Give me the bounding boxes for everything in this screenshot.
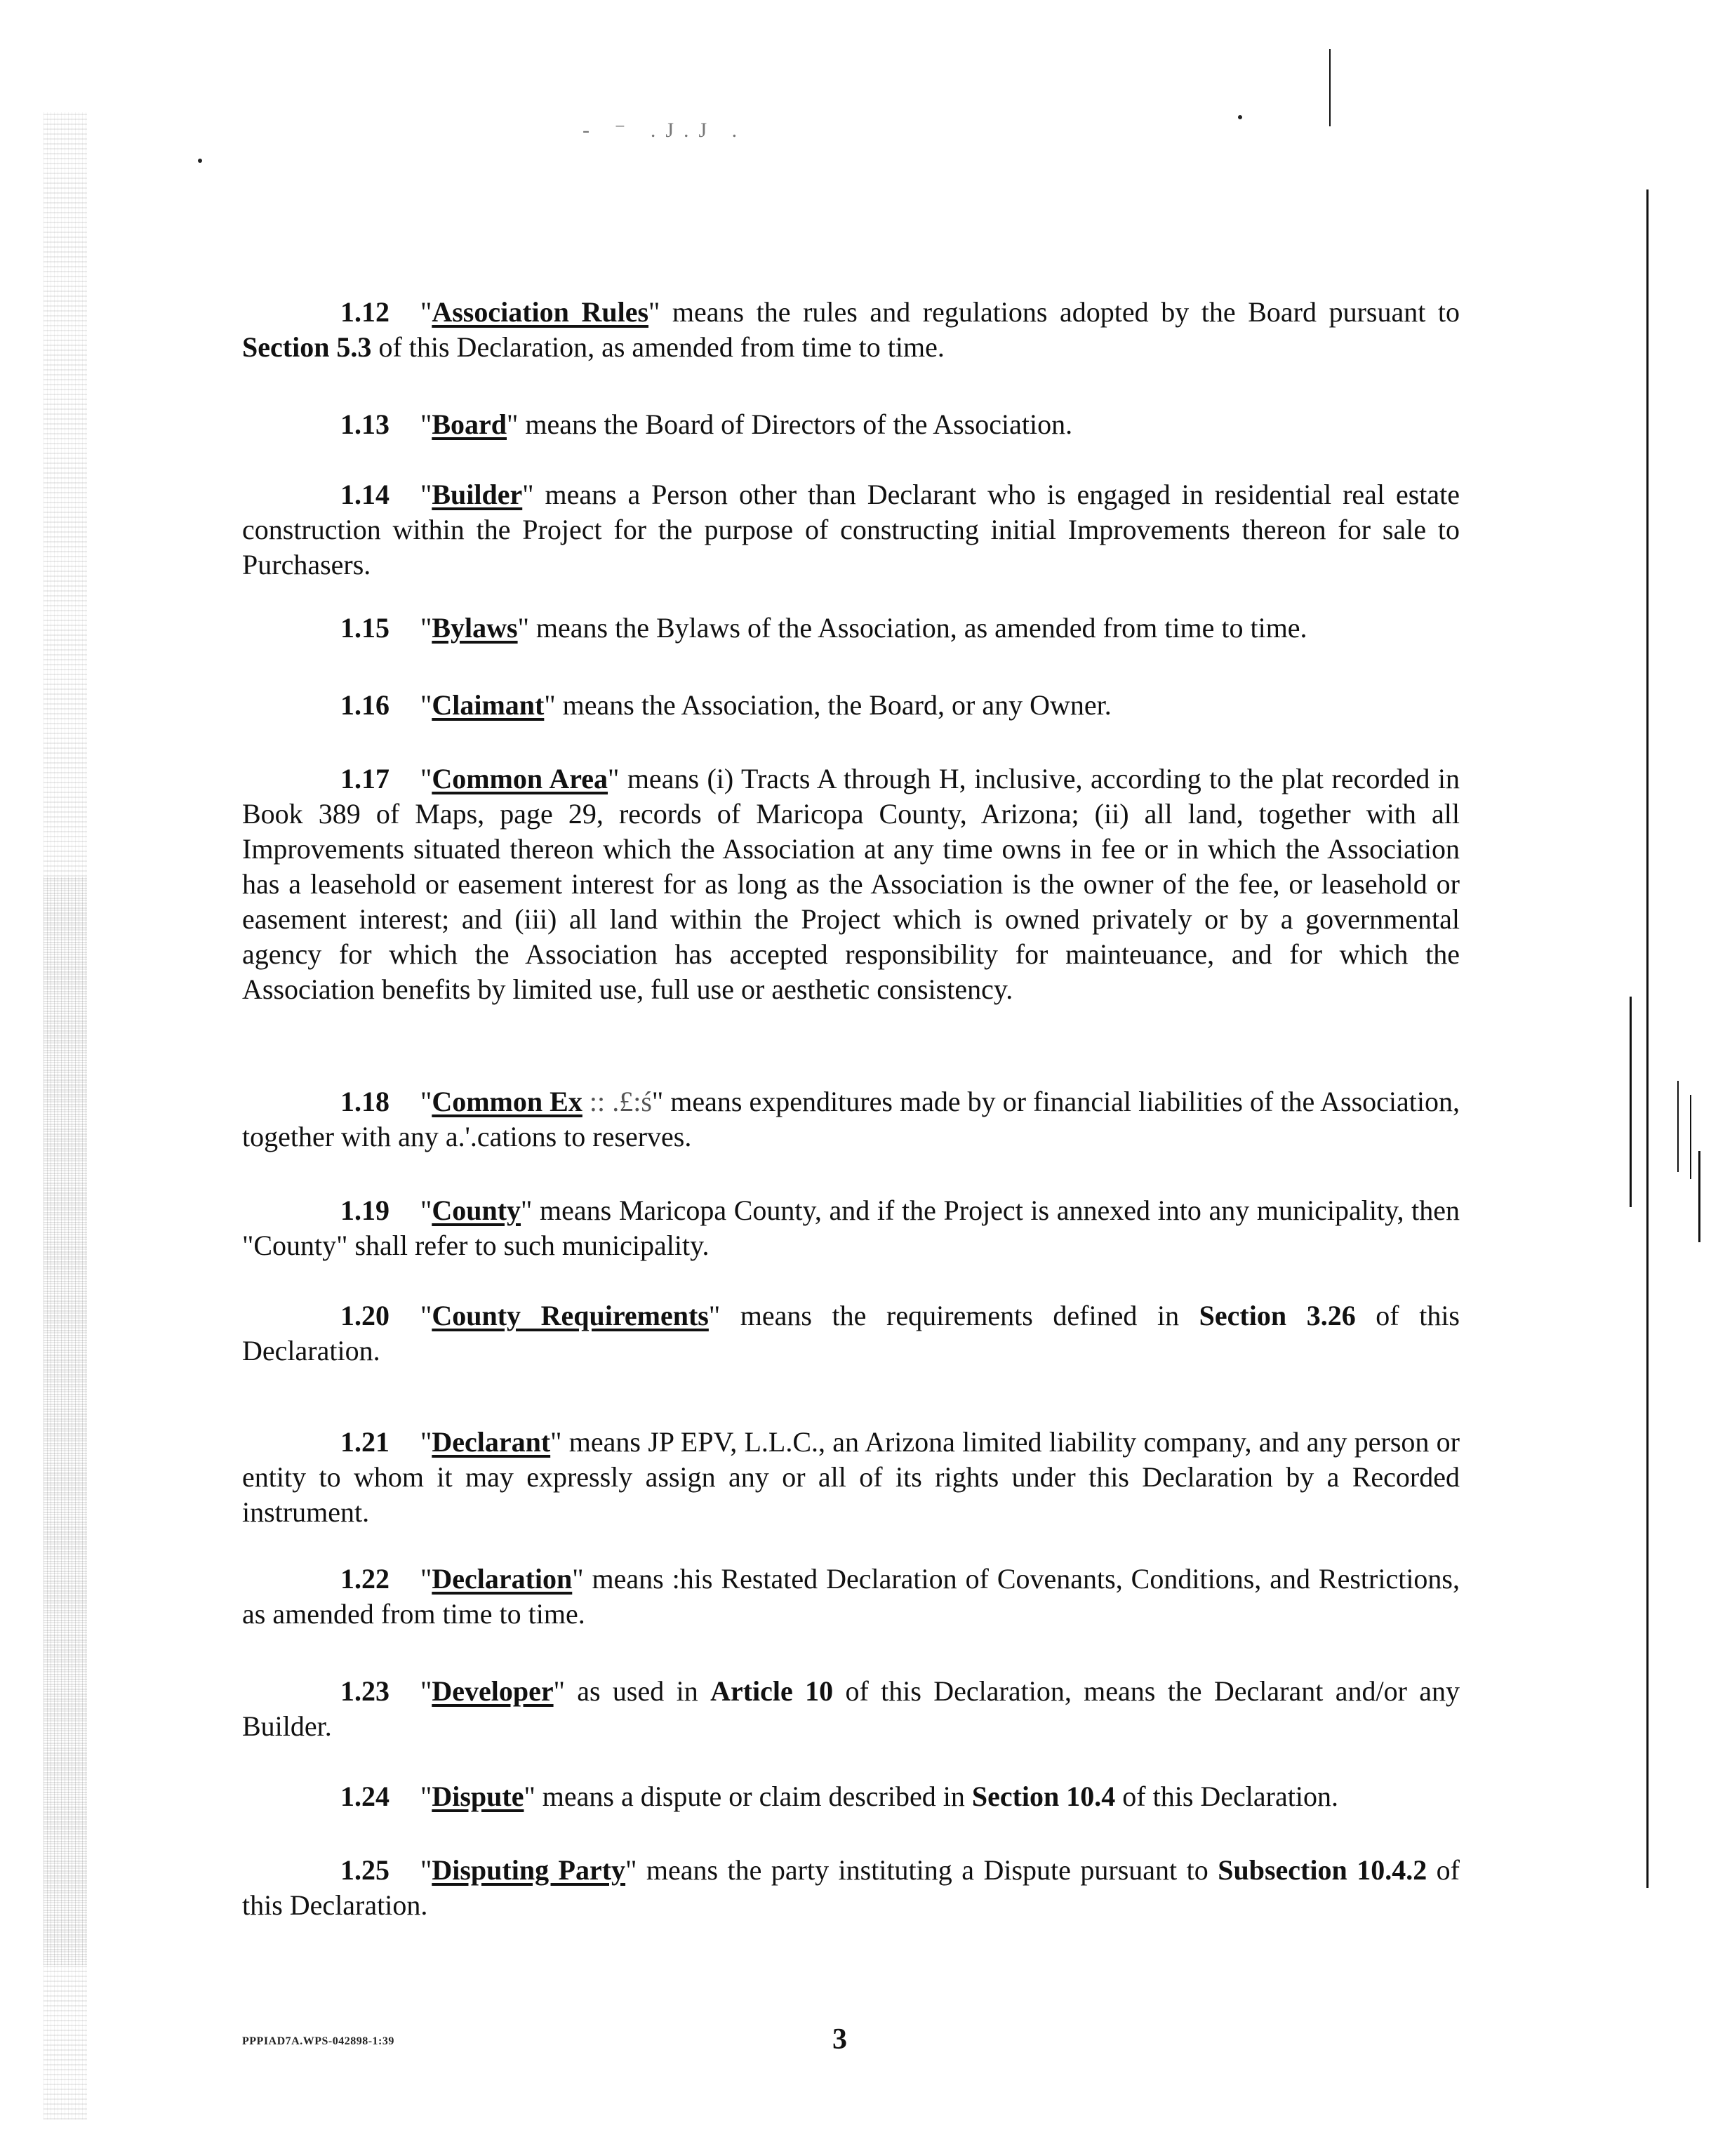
definition-number: 1.24 (340, 1781, 389, 1812)
scan-dot-left (198, 159, 202, 163)
definition-1-20: 1.20 "County Requirements" means the requirements defined in Section 3.26 of this Declaration. (242, 1300, 1460, 1366)
definition-1-16: 1.16 "Claimant" means the Association, the Board, or any Owner. (242, 688, 1460, 723)
scan-line-right-short-1 (1677, 1081, 1679, 1172)
definition-1-21: 1.21 "Declarant" means JP EPV, L.L.C., an Arizona limited liability company, and any person or entity to whom it may expressly assign any or all of its rights under this Declaration by a Recorded instrument. (242, 1426, 1460, 1528)
definition-number: 1.15 (340, 612, 389, 644)
defined-term: Developer (432, 1675, 554, 1707)
defined-term: Disputing Party (432, 1854, 626, 1886)
definition-text: of this Declaration. (242, 1854, 1460, 1921)
definition-text: means (i) Tracts A through H, inclusive, according to the plat recorded in Book 389 of Maps, page 29, records of Maricopa County, Arizona; (ii) all land, together with all Improvements situated thereon which the Association at any time owns in fee or in which the Association has a leasehold or easement interest for as long as the Association is the owner of the fee, or leasehold or easement interest; and (iii) all land within the Project which is owned privately or by a governmental agency for which the Association has accepted responsibility for mainteuance, and for which the Association benefits by limited use, full use or aesthetic consistency. (242, 763, 1460, 1005)
defined-term-garbled-tail: :: .£:ś (582, 1086, 652, 1117)
definition-number: 1.14 (340, 479, 389, 510)
definition-1-25: 1.25 "Disputing Party" means the party instituting a Dispute pursuant to Subsection 10.4.2 of this Declaration. (242, 1854, 1460, 1921)
definition-1-12: 1.12 "Association Rules" means the rules and regulations adopted by the Board pursuant to Section 5.3 of this Declaration, as amended from time to time. (242, 296, 1460, 363)
definition-1-23: 1.23 "Developer" as used in Article 10 of this Declaration, means the Declarant and/or any Builder. (242, 1675, 1460, 1742)
definition-text: as used in (564, 1675, 711, 1707)
section-reference: Article 10 (710, 1675, 834, 1707)
definition-number: 1.17 (340, 763, 389, 794)
scan-noise-left-margin-dense (44, 877, 87, 1965)
defined-term: Common Ex (432, 1086, 582, 1117)
defined-term: Claimant (432, 689, 545, 721)
definition-text: means a dispute or claim described in (535, 1781, 972, 1812)
defined-term: Association Rules (432, 296, 649, 328)
section-reference: Subsection 10.4.2 (1218, 1854, 1427, 1886)
definition-text: means :his Restated Declaration of Covenants, Conditions, and Restrictions, as amended from time to time. (242, 1563, 1460, 1630)
definition-number: 1.16 (340, 689, 389, 721)
scan-line-right-short-2 (1690, 1095, 1691, 1179)
definition-1-13: 1.13 "Board" means the Board of Directors of the Association. (242, 407, 1460, 442)
definition-number: 1.21 (340, 1426, 389, 1458)
scan-dot-top (1238, 115, 1242, 119)
defined-term: Declarant (432, 1426, 551, 1458)
definition-text: means JP EPV, L.L.C., an Arizona limited liability company, and any person or entity to whom it may expressly assign any or all of its rights under this Declaration by a Recorded instrument. (242, 1426, 1460, 1528)
scan-line-right-mid (1630, 997, 1632, 1207)
definition-number: 1.20 (340, 1300, 389, 1331)
definition-number: 1.13 (340, 408, 389, 440)
defined-term: Board (432, 408, 507, 440)
definition-1-22: 1.22 "Declaration" means :his Restated Declaration of Covenants, Conditions, and Restrictions, as amended from time to time. (242, 1563, 1460, 1630)
defined-term: Bylaws (432, 612, 518, 644)
definition-text: of this Declaration. (1115, 1781, 1338, 1812)
defined-term: Declaration (432, 1563, 573, 1595)
scan-line-right-short-3 (1698, 1151, 1700, 1242)
definition-1-19: 1.19 "County" means Maricopa County, and if the Project is annexed into any municipality, then "County" shall refer to such municipality. (242, 1195, 1460, 1261)
definition-text: of this Declaration, as amended from time to time. (371, 331, 945, 363)
page-number: 3 (832, 2023, 847, 2056)
defined-term: Dispute (432, 1781, 524, 1812)
definition-text: means the Association, the Board, or any Owner. (555, 689, 1112, 721)
section-reference: Section 10.4 (971, 1781, 1116, 1812)
defined-term: Builder (432, 479, 523, 510)
definition-text: means Maricopa County, and if the Project is annexed into any municipality, then "County" shall refer to such municipality. (242, 1195, 1460, 1261)
defined-term: County Requirements (432, 1300, 709, 1331)
defined-term: Common Area (432, 763, 608, 794)
definition-text: means the party instituting a Dispute pursuant to (637, 1854, 1218, 1886)
document-code: PPPIAD7A.WPS-042898-1:39 (242, 2035, 394, 2047)
definition-1-24: 1.24 "Dispute" means a dispute or claim described in Section 10.4 of this Declaration. (242, 1779, 1460, 1814)
scan-line-top-right (1329, 49, 1331, 126)
definition-number: 1.12 (340, 296, 389, 328)
scan-line-right-edge (1646, 189, 1649, 1888)
definition-1-14: 1.14 "Builder" means a Person other than Declarant who is engaged in residential real estate construction within the Project for the purpose of constructing initial Improvements thereon for sale to Purchasers. (242, 479, 1460, 580)
section-reference: Section 3.26 (1199, 1300, 1356, 1331)
definition-number: 1.18 (340, 1086, 389, 1117)
definition-text: of this Declaration, means the Declarant and/or any Builder. (242, 1675, 1460, 1742)
definition-text: means a Person other than Declarant who is engaged in residential real estate construction within the Project for the purpose of constructing initial Improvements thereon for sale to Purchasers. (242, 479, 1460, 580)
section-reference: Section 5.3 (242, 331, 372, 363)
definition-text: means the Board of Directors of the Association. (518, 408, 1073, 440)
definition-number: 1.22 (340, 1563, 389, 1595)
defined-term: County (432, 1195, 521, 1226)
definition-1-17: 1.17 "Common Area" means (i) Tracts A through H, inclusive, according to the plat recorded in Book 389 of Maps, page 29, records of Maricopa County, Arizona; (ii) all land, together with all Improvements situated thereon which the Association at any time owns in fee or in which the Association has a leasehold or easement interest for as long as the Association is the owner of the fee, or leasehold or easement interest; and (iii) all land within the Project which is owned privately or by a governmental agency for which the Association has accepted responsibility for mainteuance, and for which the Association benefits by limited use, full use or aesthetic consistency. (242, 763, 1460, 1005)
definition-number: 1.19 (340, 1195, 389, 1226)
definition-number: 1.23 (340, 1675, 389, 1707)
definition-text: means expenditures made by or financial liabilities of the Association, together with any a.'.cations to reserves. (242, 1086, 1460, 1152)
definition-number: 1.25 (340, 1854, 389, 1886)
definition-text: means the requirements defined in (720, 1300, 1199, 1331)
definition-1-15: 1.15 "Bylaws" means the Bylaws of the Association, as amended from time to time. (242, 611, 1460, 646)
definition-1-18: 1.18 "Common Ex :: .£:ś" means expenditures made by or financial liabilities of the Association, together with any a.'.cations to reserves. (242, 1086, 1460, 1152)
definition-text: means the Bylaws of the Association, as amended from time to time. (528, 612, 1307, 644)
definition-text: means the rules and regulations adopted by the Board pursuant to (660, 296, 1460, 328)
definition-text: of this Declaration. (242, 1300, 1460, 1366)
scan-header-garble: - ⁻ .J.J . (582, 119, 747, 142)
